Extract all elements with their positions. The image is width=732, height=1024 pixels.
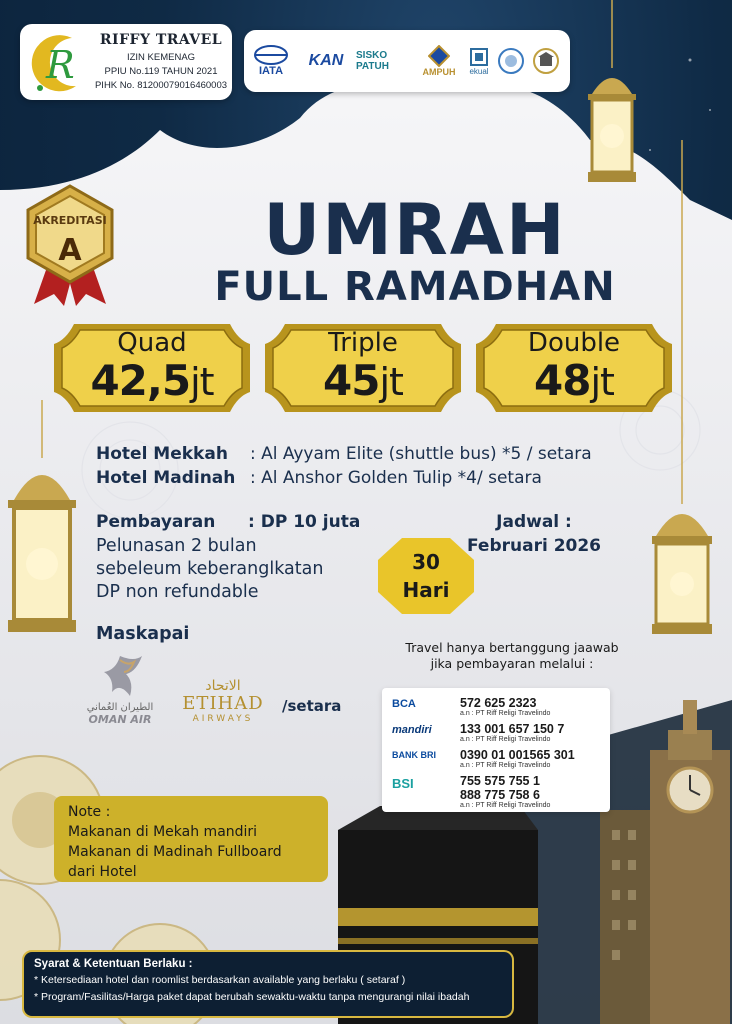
iata-logo: IATA	[250, 38, 292, 84]
page-title: UMRAH	[263, 189, 567, 271]
price-type: Double	[527, 328, 621, 358]
duration-unit: Hari	[402, 578, 450, 602]
price-value: 45jt	[323, 356, 403, 405]
duration-badge	[376, 536, 476, 616]
payment-line: DP non refundable	[96, 582, 259, 602]
mandiri-logo: mandiri	[392, 724, 432, 736]
note-title: Note :	[68, 804, 111, 820]
schedule-label: Jadwal :	[496, 512, 572, 532]
bns-cs-logo	[528, 38, 564, 84]
schedule	[452, 510, 616, 558]
price-type: Triple	[328, 328, 398, 358]
bank-row-bri	[382, 748, 610, 770]
bank-row-bsi	[382, 774, 610, 808]
page-subtitle: FULL RAMADHAN	[214, 264, 616, 310]
sisko-patuh-logo: SISKO PATUH	[356, 50, 389, 72]
certification-seal-icon	[494, 38, 528, 84]
airline-heading: Maskapai	[96, 624, 190, 644]
account-number: 572 625 2323	[460, 696, 537, 710]
badge-grade-text: A	[58, 233, 82, 268]
riffy-logo-icon	[26, 30, 88, 94]
price-card-double	[474, 320, 674, 416]
price-value: 48jt	[534, 356, 614, 405]
terms-title: Syarat & Ketentuan Berlaku :	[34, 958, 193, 970]
account-number: 0390 01 001565 301	[460, 748, 575, 762]
ekual-logo: ekual	[462, 38, 496, 84]
airline-suffix: /setara	[282, 697, 342, 715]
account-name: a.n : PT Riff Religi Travelindo	[460, 762, 551, 769]
account-number: 133 001 657 150 7	[460, 722, 565, 736]
hotel-madinah: Hotel Madinah : Al Anshor Golden Tulip *4/ setara	[96, 468, 542, 488]
hotel-mekkah: Hotel Mekkah : Al Ayyam Elite (shuttle bus) *5 / setara	[96, 444, 592, 464]
globe-icon	[252, 45, 290, 65]
account-number: 888 775 758 6	[460, 788, 540, 802]
price-card-quad	[52, 320, 252, 416]
company-name: RIFFY TRAVEL	[99, 32, 223, 48]
payment-line: sebeleum keberanglkatan	[96, 559, 324, 579]
lantern-decoration	[580, 0, 644, 192]
svg-text:R: R	[46, 43, 75, 87]
bank-accounts-card	[382, 688, 610, 812]
octagon-icon	[376, 536, 476, 616]
price-value: 42,5jt	[90, 356, 214, 405]
payment-line: Pelunasan 2 bulan	[96, 536, 257, 556]
lantern-decoration	[0, 400, 90, 640]
etihad-logo: الاتحاد ETIHAD AIRWAYS	[182, 678, 264, 724]
terms-line: * Ketersediaan hotel dan roomlist berdasarkan available yang berlaku ( setaraf )	[34, 974, 406, 986]
terms-and-conditions	[22, 950, 514, 1018]
terms-line: * Program/Fasilitas/Harga paket dapat berubah sewaktu-waktu tanpa mengurangi nilai ibadah	[34, 991, 470, 1003]
license-line: PPIU No.119 TAHUN 2021	[104, 66, 218, 77]
price-type: Quad	[117, 328, 187, 358]
accreditation-logos-card	[244, 30, 570, 92]
bank-row-mandiri	[382, 722, 610, 744]
note-line: dari Hotel	[68, 864, 137, 880]
bank-row-bca	[382, 696, 610, 718]
ampuh-logo: AMPUH	[418, 38, 460, 84]
license-line: PIHK No. 81200079016460003	[94, 80, 228, 91]
oman-air-emblem-icon	[90, 652, 150, 698]
account-number: 755 575 755 1	[460, 774, 540, 788]
payment-responsibility-note: Travel hanya bertanggung jaawab jika pembayaran melalui :	[405, 640, 619, 671]
duration-number: 30	[412, 550, 440, 574]
schedule-value: Februari 2026	[466, 536, 602, 556]
meal-note	[54, 796, 328, 882]
oman-air-logo: الطيران العُماني OMAN AIR	[78, 652, 162, 726]
bsi-logo: BSI	[392, 776, 414, 791]
square-icon	[469, 47, 489, 67]
account-name: a.n : PT Riff Religi Travelindo	[460, 710, 551, 717]
building-seal-icon	[532, 47, 560, 75]
diamond-icon	[428, 45, 450, 67]
account-name: a.n : PT Riff Religi Travelindo	[460, 736, 551, 743]
account-name: a.n : PT Riff Religi Travelindo	[460, 802, 551, 809]
accreditation-badge	[20, 184, 120, 306]
license-line: IZIN KEMENAG	[126, 52, 196, 63]
kan-logo: KAN	[308, 52, 344, 69]
note-line: Makanan di Mekah mandiri	[68, 824, 258, 840]
payment-heading: Pembayaran : DP 10 juta	[96, 512, 361, 532]
bri-logo: BANK BRI	[392, 750, 436, 760]
price-card-triple	[263, 320, 463, 416]
bca-logo: BCA	[392, 698, 416, 710]
company-logo-card	[20, 24, 232, 100]
note-line: Makanan di Madinah Fullboard	[68, 844, 282, 860]
badge-top-text: AKREDITASI	[33, 214, 107, 227]
